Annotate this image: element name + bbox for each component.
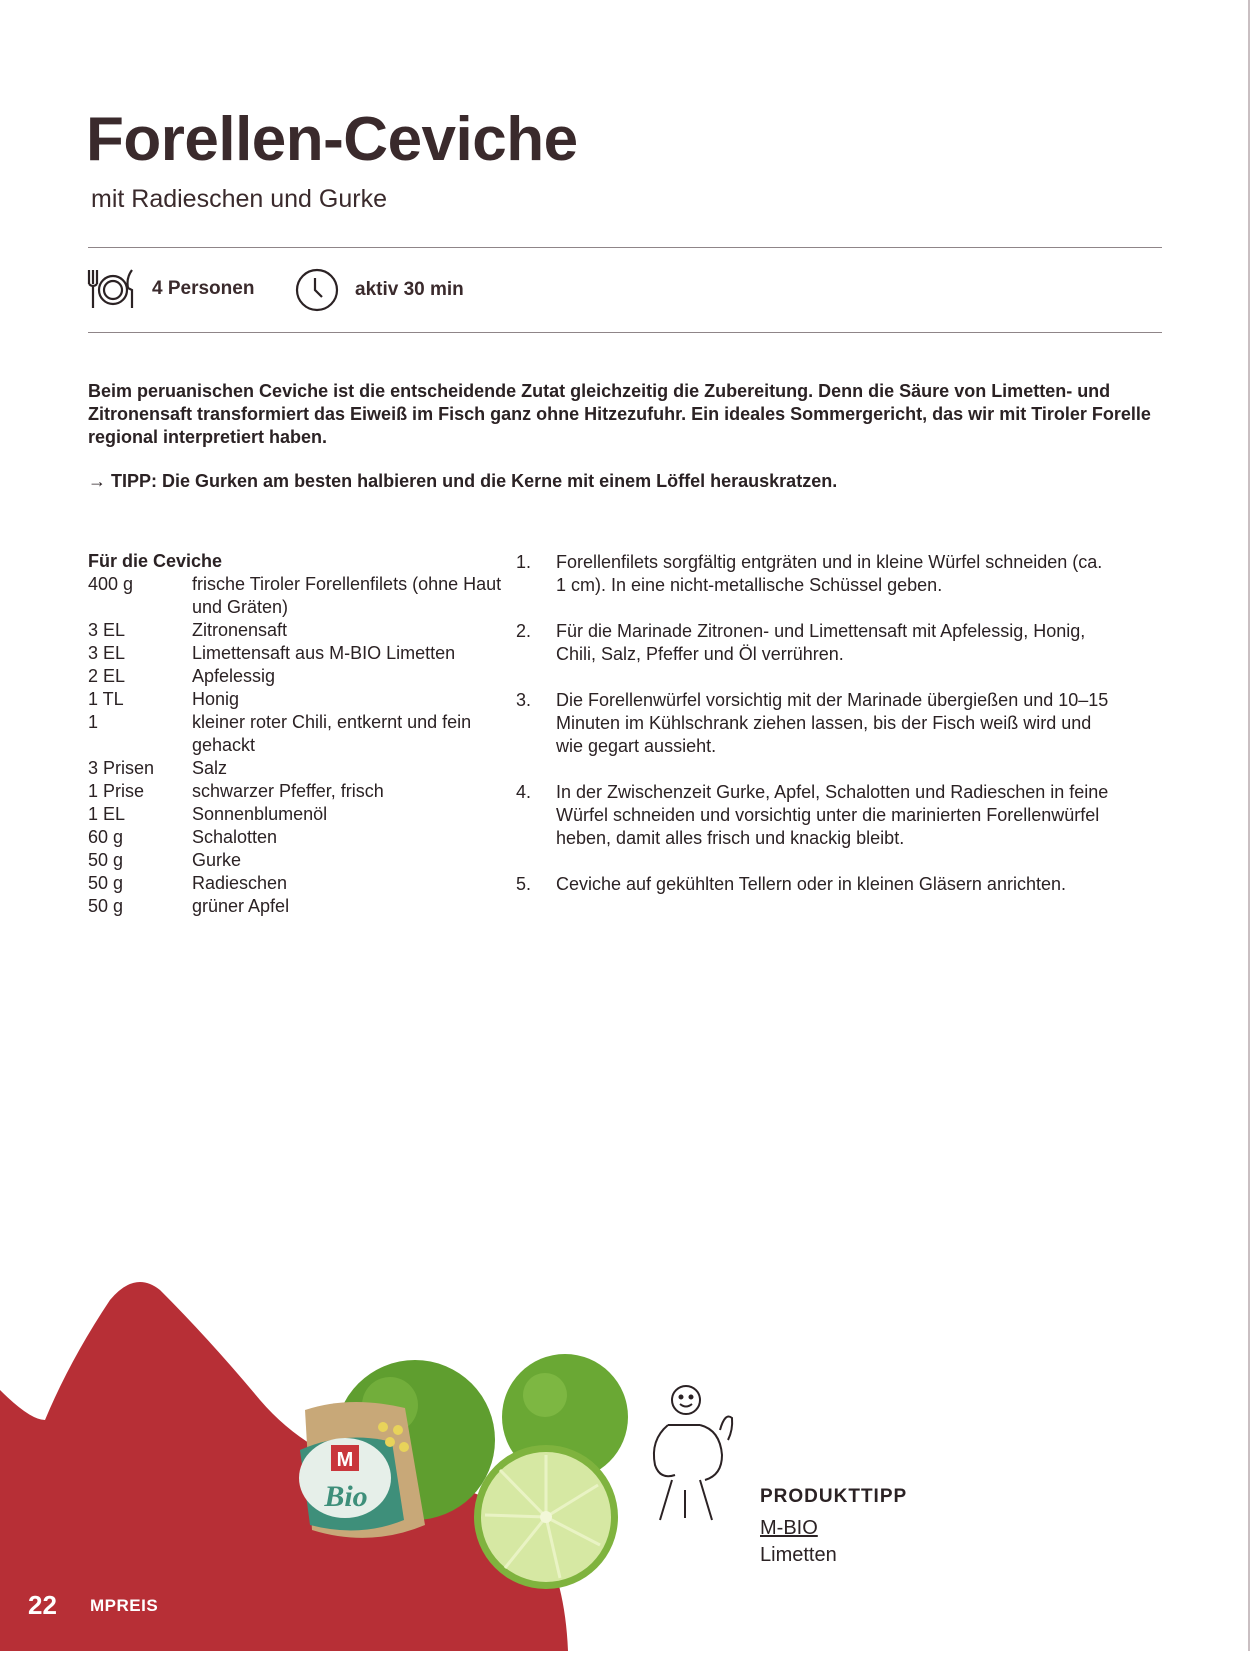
product-tip-name: Limetten [760,1544,837,1566]
step-item [516,551,1116,597]
ingredient-qty: 1 Prise [88,781,145,801]
ingredient-qty: 400 g [88,574,134,594]
step-item [516,873,1116,896]
ingredient-row [88,711,508,757]
ingredient-name: schwarzer Pfeffer, frisch [192,781,384,801]
time-info [295,268,464,312]
bottom-illustration [0,1280,1250,1651]
ingredient-name: Radieschen [192,873,288,893]
ingredient-qty: 60 g [88,827,124,847]
step-text: Ceviche auf gekühlten Tellern oder in kleinen Gläsern anrichten. [556,874,1066,894]
ingredient-name: Honig [192,689,240,709]
step-item [516,689,1116,758]
ingredient-name: Zitronensaft [192,620,288,640]
ingredient-row [88,688,508,711]
recipe-title: Forellen-Ceviche [86,105,578,174]
step-item [516,620,1116,666]
ingredient-name: grüner Apfel [192,896,290,916]
lime-half-icon [474,1445,618,1589]
recipe-subtitle: mit Radieschen und Gurke [91,185,387,213]
ingredient-name: Apfelessig [192,666,276,686]
arrow-right-icon: → [88,471,106,491]
step-number: 1. [516,552,532,572]
ingredient-qty: 1 TL [88,689,124,709]
step-text: Forellenfilets sorgfältig entgräten und in kleine Würfel schneiden (ca. 1 cm). In eine nicht-metallische Schüssel geben. [556,552,1103,595]
divider-top [88,247,1162,248]
ingredient-qty: 1 EL [88,804,126,824]
ingredient-row [88,573,508,619]
ingredient-name: Gurke [192,850,242,870]
svg-text:M: M [336,1449,354,1471]
ingredient-qty: 50 g [88,896,124,916]
servings-info [86,266,254,312]
servings-text: 4 Personen [152,278,255,299]
step-item [516,781,1116,850]
ingredient-qty: 1 [88,712,99,732]
step-number: 2. [516,621,532,641]
ingredient-qty: 2 EL [88,666,126,686]
step-text: In der Zwischenzeit Gurke, Apfel, Schalotten und Radieschen in feine Würfel schneiden und vorsichtig unter die marinierten Forellenwürfel heben, damit alles frisch und knackig bleibt. [556,782,1109,848]
mascot-thumbs-up-icon [654,1386,732,1520]
clock-icon [295,268,339,312]
tip-text: TIPP: Die Gurken am besten halbieren und die Kerne mit einem Löffel herauskratzen. [111,471,838,491]
ingredient-name: kleiner roter Chili, entkernt und fein gehackt [192,712,472,755]
step-number: 3. [516,690,532,710]
step-number: 4. [516,782,532,802]
ingredient-qty: 50 g [88,850,124,870]
ingredient-row [88,665,508,688]
bio-package-icon [299,1402,425,1538]
ingredient-row [88,780,508,803]
product-tip-link[interactable]: M-BIO [760,1517,818,1539]
ingredient-qty: 3 Prisen [88,758,155,778]
ingredient-row [88,619,508,642]
page-number: 22 [28,1590,57,1620]
ingredient-name: Limettensaft aus M-BIO Limetten [192,643,456,663]
ingredient-row [88,895,508,918]
product-tip-label: PRODUKTTIPP [760,1486,908,1507]
ingredient-name: Salz [192,758,228,778]
ingredient-qty: 3 EL [88,643,126,663]
steps-list [516,551,1116,919]
ingredient-row [88,803,508,826]
tip-line [88,471,837,492]
step-text: Die Forellenwürfel vorsichtig mit der Marinade übergießen und 10–15 Minuten im Kühlschrank ziehen lassen, bis der Fisch weiß wird und wie gegart aussieht. [556,690,1109,756]
ingredient-qty: 3 EL [88,620,126,640]
svg-text:Bio: Bio [324,1480,368,1513]
step-text: Für die Marinade Zitronen- und Limettensaft mit Apfelessig, Honig, Chili, Salz, Pfeffer und Öl verrühren. [556,621,1086,664]
ingredient-name: Sonnenblumenöl [192,804,328,824]
ingredient-row [88,849,508,872]
ingredient-row [88,642,508,665]
ingredients-list [88,573,508,918]
ingredient-row [88,757,508,780]
brand-logo: MPREIS [90,1596,159,1615]
ingredient-row [88,826,508,849]
plate-cutlery-icon [86,266,136,312]
ingredient-name: frische Tiroler Forellenfilets (ohne Haut und Gräten) [192,574,502,617]
intro-paragraph: Beim peruanischen Ceviche ist die entscheidende Zutat gleichzeitig die Zubereitung. Denn die Säure von Limetten- und Zitronensaft transformiert das Eiweiß im Fisch ganz ohne Hitzezufuhr. Ein ideales Sommergericht, das wir mit Tiroler Forelle regional interpretiert haben. [88,381,1151,447]
time-text: aktiv 30 min [355,279,464,300]
ingredient-name: Schalotten [192,827,278,847]
step-number: 5. [516,874,532,894]
ingredients-heading: Für die Ceviche [88,551,223,571]
divider-bottom [88,332,1162,333]
ingredient-row [88,872,508,895]
ingredient-qty: 50 g [88,873,124,893]
